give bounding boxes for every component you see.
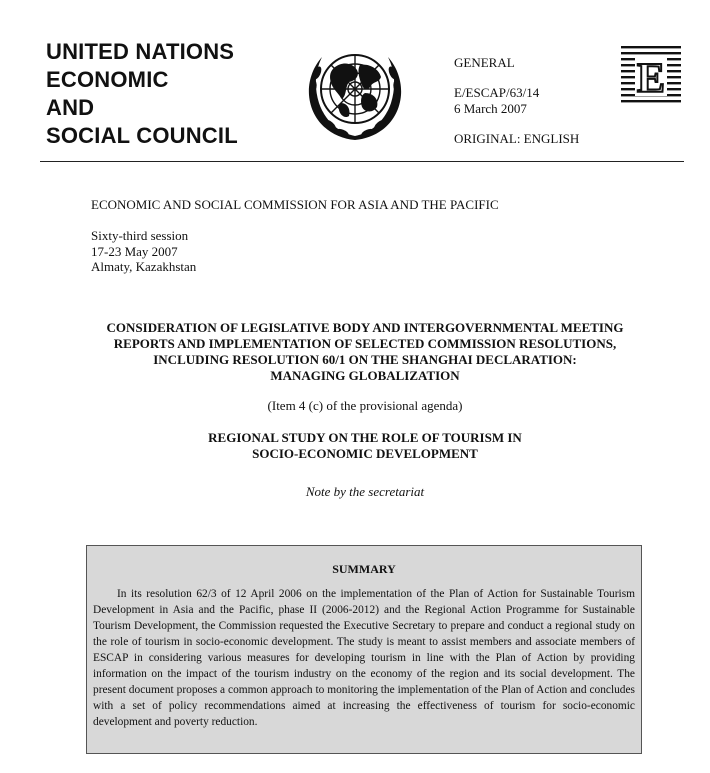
distribution-label: GENERAL	[454, 55, 515, 70]
agenda-title-line-2: REPORTS AND IMPLEMENTATION OF SELECTED COMMISSION RESOLUTIONS,	[113, 336, 617, 351]
study-title-line-1: REGIONAL STUDY ON THE ROLE OF TOURISM IN	[208, 430, 522, 445]
org-name-line-4: SOCIAL COUNCIL	[46, 123, 238, 148]
summary-text: In its resolution 62/3 of 12 April 2006 on the implementation of the Plan of Action for Sustainable Tourism Development in Asia and the Pacific, phase II (2006-2012) and the Regional Action Programme for Sustainable Tourism Development, the Commission requested the Executive Secretary to prepare and conduct a regional study on the role of tourism in socio-economic development. The study is meant to assist members and associate members of ESCAP in considering various measures for developing tourism in line with the Plan of Action by providing information on the impact of the tourism industry on the economy of the region and its social development. The present document proposes a common approach to monitoring the implementation of the Plan of Action and concludes with a set of policy recommendations aimed at increasing the effectiveness of tourism for socio-economic development and poverty reduction.	[93, 588, 635, 728]
organization-name	[46, 38, 276, 150]
document-meta	[454, 55, 579, 147]
summary-box	[86, 545, 642, 754]
agenda-title	[70, 320, 660, 384]
document-symbol: E/ESCAP/63/14	[454, 85, 540, 100]
agenda-item-reference: (Item 4 (c) of the provisional agenda)	[267, 398, 463, 413]
study-title-line-2: SOCIO-ECONOMIC DEVELOPMENT	[252, 446, 478, 461]
agenda-title-line-4: MANAGING GLOBALIZATION	[270, 368, 460, 383]
org-name-line-2: ECONOMIC	[46, 67, 169, 92]
org-name-line-3: AND	[46, 95, 95, 120]
agenda-title-line-3: INCLUDING RESOLUTION 60/1 ON THE SHANGHAI DECLARATION:	[153, 352, 577, 367]
commission-name: ECONOMIC AND SOCIAL COMMISSION FOR ASIA AND THE PACIFIC	[91, 197, 499, 212]
session-dates: 17-23 May 2007	[91, 243, 178, 259]
document-date: 6 March 2007	[454, 101, 527, 116]
secretariat-note: Note by the secretariat	[305, 484, 425, 499]
economic-council-e-icon	[621, 45, 681, 107]
header-divider	[40, 161, 684, 162]
session-info	[91, 228, 196, 275]
original-language: ORIGINAL: ENGLISH	[454, 131, 580, 146]
logo-letter: E	[636, 56, 666, 102]
un-emblem-icon	[305, 43, 405, 143]
org-name-line-1: UNITED NATIONS	[46, 39, 235, 64]
agenda-title-line-1: CONSIDERATION OF LEGISLATIVE BODY AND INTERGOVERNMENTAL MEETING	[106, 320, 624, 335]
session-location: Almaty, Kazakhstan	[91, 259, 197, 274]
session-name: Sixty-third session	[91, 228, 189, 243]
summary-title: SUMMARY	[332, 562, 396, 576]
study-title	[70, 430, 660, 462]
